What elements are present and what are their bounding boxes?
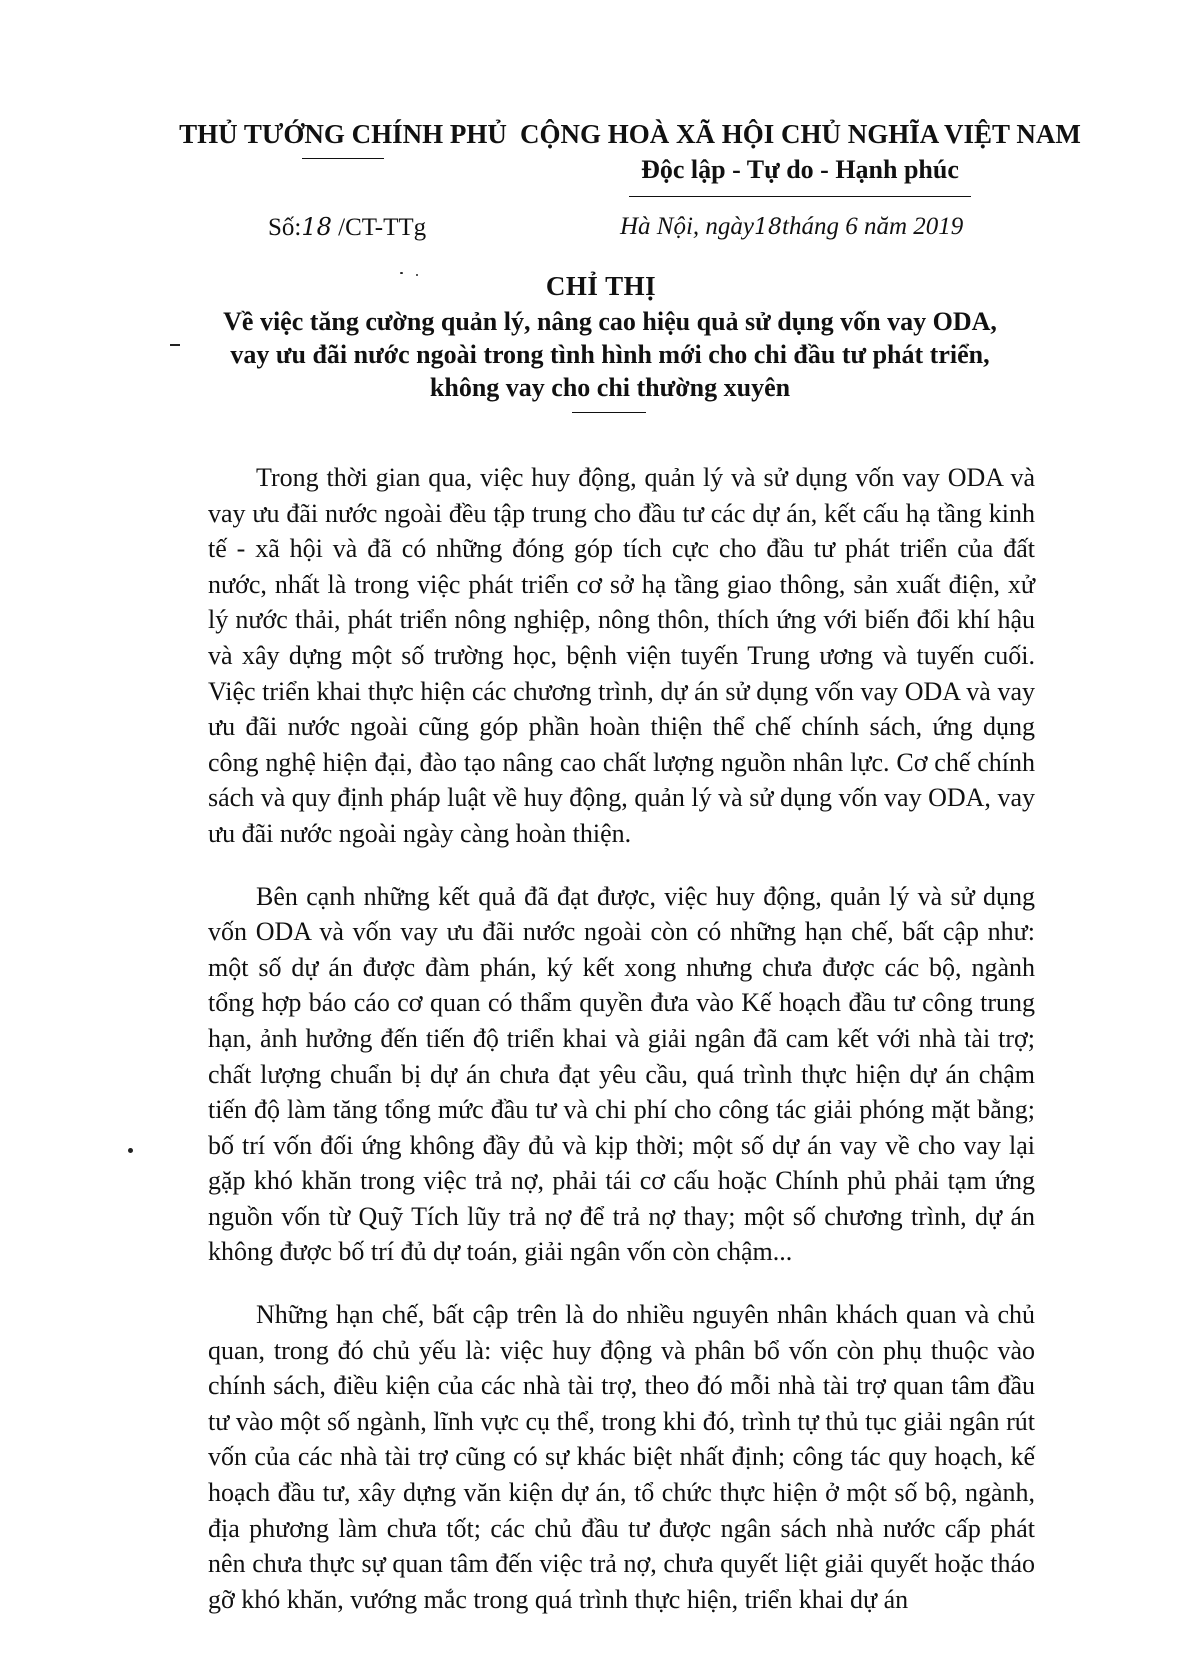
subject-line: Về việc tăng cường quản lý, nâng cao hiệu quả sử dụng vốn vay ODA, bbox=[223, 307, 997, 336]
place-date-day: 18 bbox=[754, 215, 783, 240]
national-header-block bbox=[520, 118, 1080, 197]
motto-underline bbox=[629, 196, 971, 197]
document-number-suffix: /CT-TTg bbox=[338, 214, 427, 241]
body-paragraph: Những hạn chế, bất cập trên là do nhiều nguyên nhân khách quan và chủ quan, trong đó chủ yếu là: việc huy động và phân bổ vốn còn phụ thuộc vào chính sách, điều kiện của các nhà tài trợ, theo đó mỗi nhà tài trợ quan tâm đầu tư vào một số ngành, lĩnh vực cụ thể, trong khi đó, trình tự thủ tục giải ngân rút vốn của các nhà tài trợ cũng có sự khác biệt nhất định; công tác quy hoạch, kế hoạch đầu tư, xây dựng văn kiện dự án, tổ chức thực hiện ở một số bộ, ngành, địa phương làm chưa tốt; các chủ đầu tư được ngân sách nhà nước cấp phát nên chưa thực sự quan tâm đến việc trả nợ, chưa quyết liệt giải quyết hoặc tháo gỡ khó khăn, vướng mắc trong quá trình thực hiện, triển khai dự án bbox=[208, 1300, 1035, 1614]
document-type: CHỈ THỊ bbox=[545, 271, 657, 301]
subject-line: vay ưu đãi nước ngoài trong tình hình mới cho chi đầu tư phát triển, bbox=[230, 340, 990, 369]
place-date-prefix: Hà Nội, ngày bbox=[620, 213, 755, 240]
place-date-suffix: tháng 6 năm 2019 bbox=[782, 213, 964, 240]
issuer-block bbox=[178, 118, 508, 159]
scan-speck bbox=[170, 344, 180, 346]
issuer-underline bbox=[302, 158, 384, 159]
country-name: CỘNG HOÀ XÃ HỘI CHỦ NGHĨA VIỆT NAM bbox=[520, 119, 1081, 149]
document-body bbox=[208, 460, 1035, 1644]
document-subject bbox=[160, 305, 1060, 404]
body-paragraph: Trong thời gian qua, việc huy động, quản lý và sử dụng vốn vay ODA và vay ưu đãi nước ngoài đều tập trung cho đầu tư các dự án, kết cấu hạ tầng kinh tế - xã hội và đã có những đóng góp tích cực cho đầu tư phát triển của đất nước, nhất là trong việc phát triển cơ sở hạ tầng giao thông, sản xuất điện, xử lý nước thải, phát triển nông nghiệp, nông thôn, thích ứng với biến đổi khí hậu và xây dựng một số trường học, bệnh viện tuyến Trung ương và tuyến cuối. Việc triển khai thực hiện các chương trình, dự án sử dụng vốn vay ODA và vay ưu đãi nước ngoài cũng góp phần hoàn thiện thể chế chính sách, ứng dụng công nghệ hiện đại, đào tạo nâng cao chất lượng nguồn nhân lực. Cơ chế chính sách và quy định pháp luật về huy động, quản lý và sử dụng vốn vay ODA, vay ưu đãi nước ngoài ngày càng hoàn thiện. bbox=[208, 463, 1035, 848]
document-number-prefix: Số: bbox=[268, 214, 302, 241]
document-number bbox=[268, 212, 426, 243]
national-motto: Độc lập - Tự do - Hạnh phúc bbox=[641, 155, 959, 184]
place-and-date bbox=[620, 212, 963, 243]
scan-speck bbox=[128, 1148, 133, 1153]
document-number-value: 18 bbox=[301, 213, 332, 241]
subject-line: không vay cho chi thường xuyên bbox=[429, 373, 791, 402]
scan-speck bbox=[400, 272, 403, 274]
scan-speck bbox=[416, 274, 418, 276]
body-paragraph: Bên cạnh những kết quả đã đạt được, việc huy động, quản lý và sử dụng vốn ODA và vốn vay ưu đãi nước ngoài còn có những hạn chế, bất cập như: một số dự án được đàm phán, ký kết xong nhưng chưa được các bộ, ngành tổng hợp báo cáo cơ quan có thẩm quyền đưa vào Kế hoạch đầu tư công trung hạn, ảnh hưởng đến tiến độ triển khai và giải ngân đã cam kết với nhà tài trợ; chất lượng chuẩn bị dự án chưa đạt yêu cầu, quá trình thực hiện dự án chậm tiến độ làm tăng tổng mức đầu tư và chi phí cho công tác giải phóng mặt bằng; bố trí vốn đối ứng không đầy đủ và kịp thời; một số dự án vay về cho vay lại gặp khó khăn trong việc trả nợ, phải tái cơ cấu hoặc Chính phủ phải tạm ứng nguồn vốn từ Quỹ Tích lũy trả nợ để trả nợ thay; một số chương trình, dự án không được bố trí đủ dự toán, giải ngân vốn còn chậm... bbox=[208, 881, 1035, 1267]
title-underline bbox=[572, 412, 646, 413]
issuer-name: THỦ TƯỚNG CHÍNH PHỦ bbox=[179, 119, 507, 149]
